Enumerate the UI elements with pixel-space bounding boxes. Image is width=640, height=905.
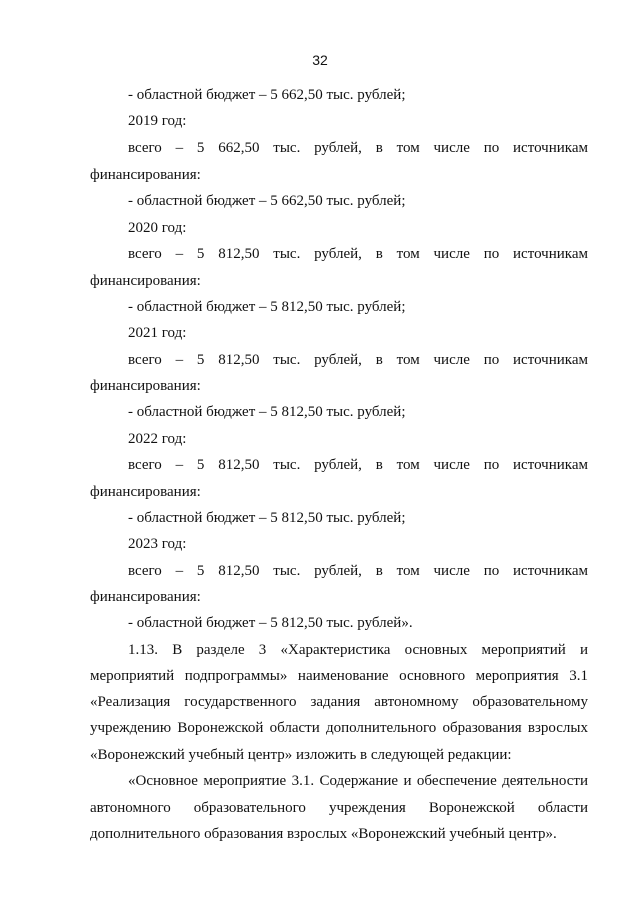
text-line: - областной бюджет – 5 812,50 тыс. рублей; (128, 299, 406, 315)
text-line: дополнительного образования взрослых «Воронежский учебный центр». (90, 826, 557, 842)
text-line: 2019 год: (128, 113, 187, 129)
text-line: финансирования: (90, 589, 201, 605)
text-line: автономного образовательного учреждения Воронежской области (90, 800, 588, 816)
text-line: «Основное мероприятие 3.1. Содержание и обеспечение деятельности (128, 773, 588, 789)
text-line: финансирования: (90, 167, 201, 183)
text-line: «Воронежский учебный центр» изложить в следующей редакции: (90, 747, 512, 763)
text-line: финансирования: (90, 273, 201, 289)
text-line: «Реализация государственного задания автономному образовательному (90, 694, 588, 710)
text-line: учреждению Воронежской области дополнительного образования взрослых (90, 720, 588, 736)
text-line: финансирования: (90, 484, 201, 500)
text-line: всего – 5 812,50 тыс. рублей, в том числе по источникам (128, 457, 588, 473)
text-line: всего – 5 812,50 тыс. рублей, в том числе по источникам (128, 352, 588, 368)
text-line: 1.13. В разделе 3 «Характеристика основных мероприятий и (128, 642, 588, 658)
text-line: 2023 год: (128, 536, 187, 552)
text-line: мероприятий подпрограммы» наименование основного мероприятия 3.1 (90, 668, 588, 684)
text-line: 2022 год: (128, 431, 187, 447)
text-line: - областной бюджет – 5 662,50 тыс. рублей; (128, 87, 406, 103)
text-line: - областной бюджет – 5 812,50 тыс. рублей; (128, 510, 406, 526)
text-line: всего – 5 812,50 тыс. рублей, в том числе по источникам (128, 563, 588, 579)
text-line: 2020 год: (128, 220, 187, 236)
text-line: всего – 5 662,50 тыс. рублей, в том числе по источникам (128, 140, 588, 156)
text-line: - областной бюджет – 5 812,50 тыс. рублей; (128, 404, 406, 420)
text-line: всего – 5 812,50 тыс. рублей, в том числе по источникам (128, 246, 588, 262)
page-number: 32 (312, 52, 328, 68)
text-line: финансирования: (90, 378, 201, 394)
text-line: - областной бюджет – 5 812,50 тыс. рублей». (128, 615, 413, 631)
text-line: - областной бюджет – 5 662,50 тыс. рублей; (128, 193, 406, 209)
text-line: 2021 год: (128, 325, 187, 341)
